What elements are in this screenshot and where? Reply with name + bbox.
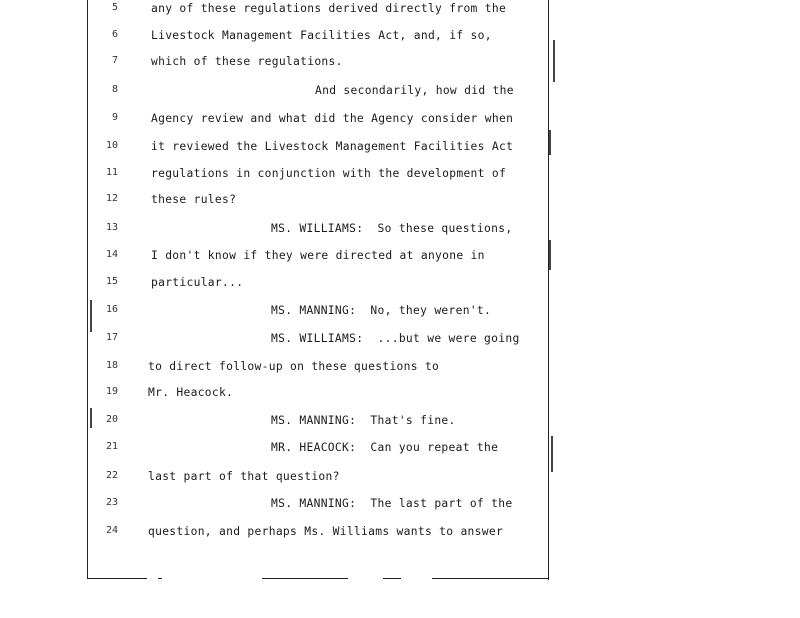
line-text: particular... (151, 276, 244, 289)
line-number: 18 (105, 360, 118, 371)
transcript-line (0, 249, 560, 269)
line-text: Livestock Management Facilities Act, and, if so, (151, 29, 492, 42)
transcript-line (0, 332, 560, 352)
transcript-line (0, 470, 560, 490)
bottom-rule (87, 578, 147, 579)
line-text: to direct follow-up on these questions to (148, 360, 440, 373)
line-number: 14 (105, 249, 118, 260)
transcript-line (0, 112, 560, 132)
transcript-line (0, 304, 560, 324)
transcript-line (0, 497, 560, 517)
line-number: 19 (105, 386, 118, 397)
line-text: any of these regulations derived directly from the (151, 2, 507, 15)
line-number: 24 (105, 525, 118, 536)
line-text: MS. MANNING: That's fine. (271, 414, 456, 427)
line-text: MS. WILLIAMS: So these questions, (271, 222, 513, 235)
line-text: MS. MANNING: The last part of the (271, 497, 513, 510)
transcript-line (0, 167, 560, 187)
line-text: these rules? (151, 193, 237, 206)
transcript-line (0, 2, 560, 22)
line-number: 13 (105, 222, 118, 233)
line-number: 8 (111, 84, 118, 95)
transcript-line (0, 140, 560, 160)
line-number: 22 (105, 470, 118, 481)
line-text: Mr. Heacock. (148, 386, 234, 399)
line-text: And secondarily, how did the (315, 84, 514, 97)
line-number: 5 (111, 2, 118, 13)
line-number: 15 (105, 276, 118, 287)
transcript-line (0, 276, 560, 296)
line-text: last part of that question? (148, 470, 340, 483)
bottom-rule (158, 578, 162, 579)
line-number: 17 (105, 332, 118, 343)
line-number: 11 (105, 167, 118, 178)
bottom-rule (262, 578, 348, 579)
line-text: MS. MANNING: No, they weren't. (271, 304, 492, 317)
line-number: 20 (105, 414, 118, 425)
line-number: 16 (105, 304, 118, 315)
line-number: 12 (105, 193, 118, 204)
line-text: Agency review and what did the Agency consider when (151, 112, 514, 125)
line-text: question, and perhaps Ms. Williams wants to answer (148, 525, 504, 538)
line-number: 23 (105, 497, 118, 508)
transcript-line (0, 386, 560, 406)
transcript-line (0, 525, 560, 545)
transcript-line (0, 414, 560, 434)
transcript-line (0, 441, 560, 461)
line-text: I don't know if they were directed at anyone in (151, 249, 485, 262)
line-number: 7 (111, 55, 118, 66)
line-number: 6 (111, 29, 118, 40)
bottom-rule (383, 578, 401, 579)
transcript-line (0, 29, 560, 49)
line-text: which of these regulations. (151, 55, 343, 68)
line-text: regulations in conjunction with the development of (151, 167, 507, 180)
transcript-line (0, 55, 560, 75)
bottom-rule (432, 578, 548, 579)
line-number: 10 (105, 140, 118, 151)
line-text: it reviewed the Livestock Management Facilities Act (151, 140, 514, 153)
line-text: MR. HEACOCK: Can you repeat the (271, 441, 499, 454)
line-text: MS. WILLIAMS: ...but we were going (271, 332, 520, 345)
transcript-line (0, 360, 560, 380)
transcript-line (0, 193, 560, 213)
transcript-line (0, 84, 560, 104)
transcript-line (0, 222, 560, 242)
line-number: 9 (111, 112, 118, 123)
line-number: 21 (105, 441, 118, 452)
